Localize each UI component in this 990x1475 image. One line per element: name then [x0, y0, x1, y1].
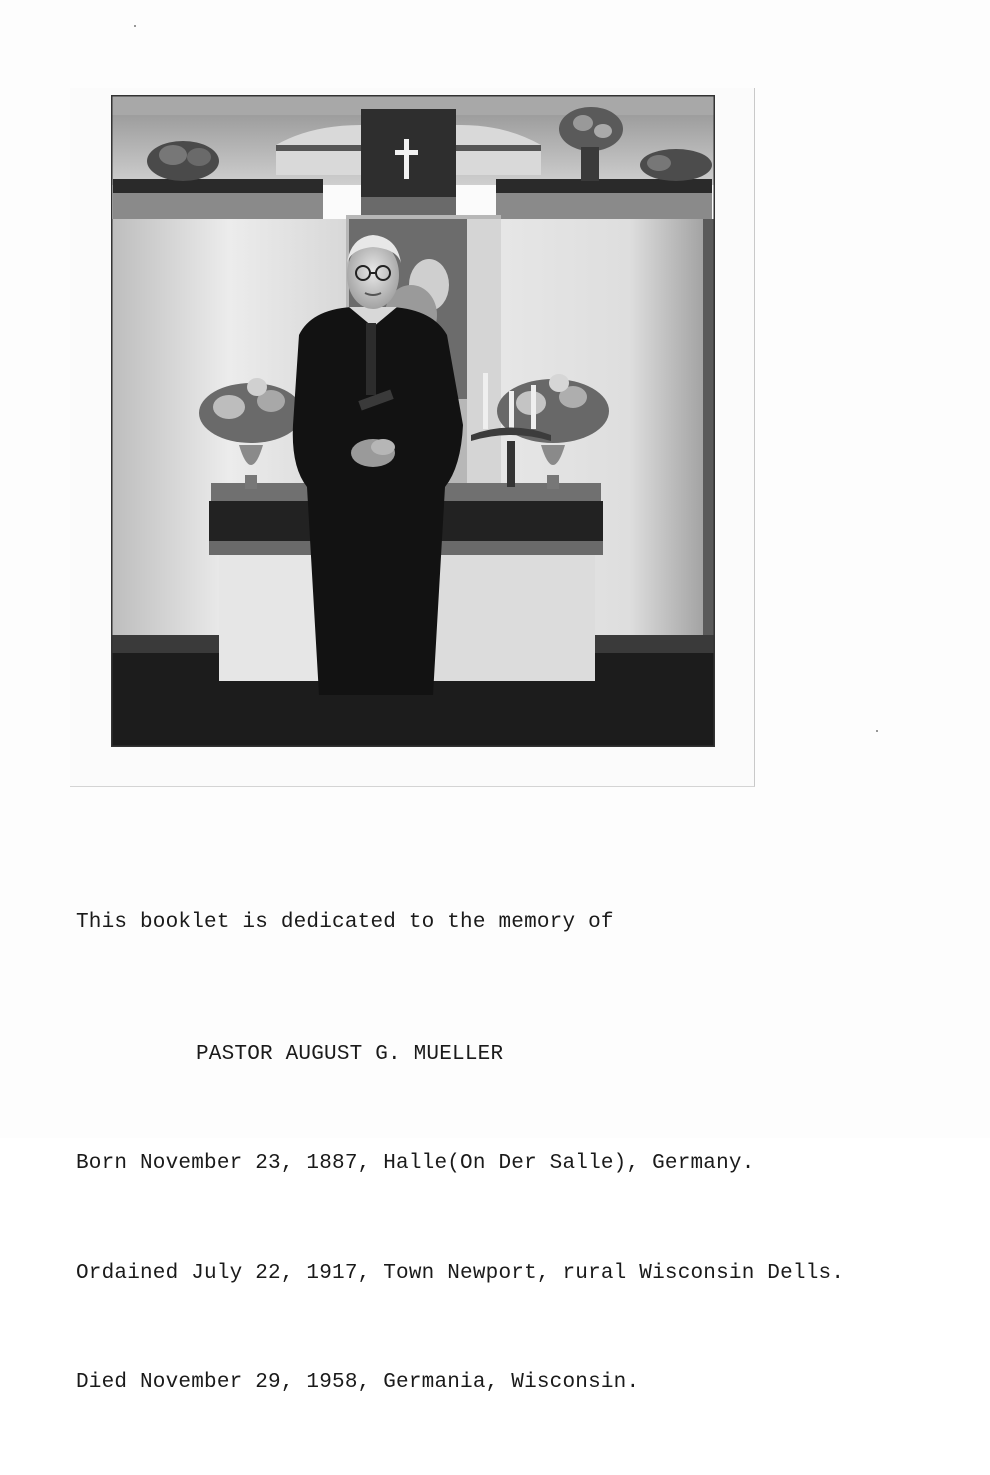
scan-speck	[876, 730, 878, 732]
scan-speck	[134, 25, 136, 27]
dedication-line: This booklet is dedicated to the memory of	[76, 911, 614, 934]
died-line: Died November 29, 1958, Germania, Wisconsin.	[76, 1371, 640, 1394]
born-line: Born November 23, 1887, Halle(On Der Salle), Germany.	[76, 1152, 755, 1175]
pastor-name: PASTOR AUGUST G. MUELLER	[196, 1042, 504, 1066]
ordained-line: Ordained July 22, 1917, Town Newport, rural Wisconsin Dells.	[76, 1261, 845, 1285]
dedication-text	[76, 832, 986, 1475]
pastor-photograph	[111, 95, 715, 747]
